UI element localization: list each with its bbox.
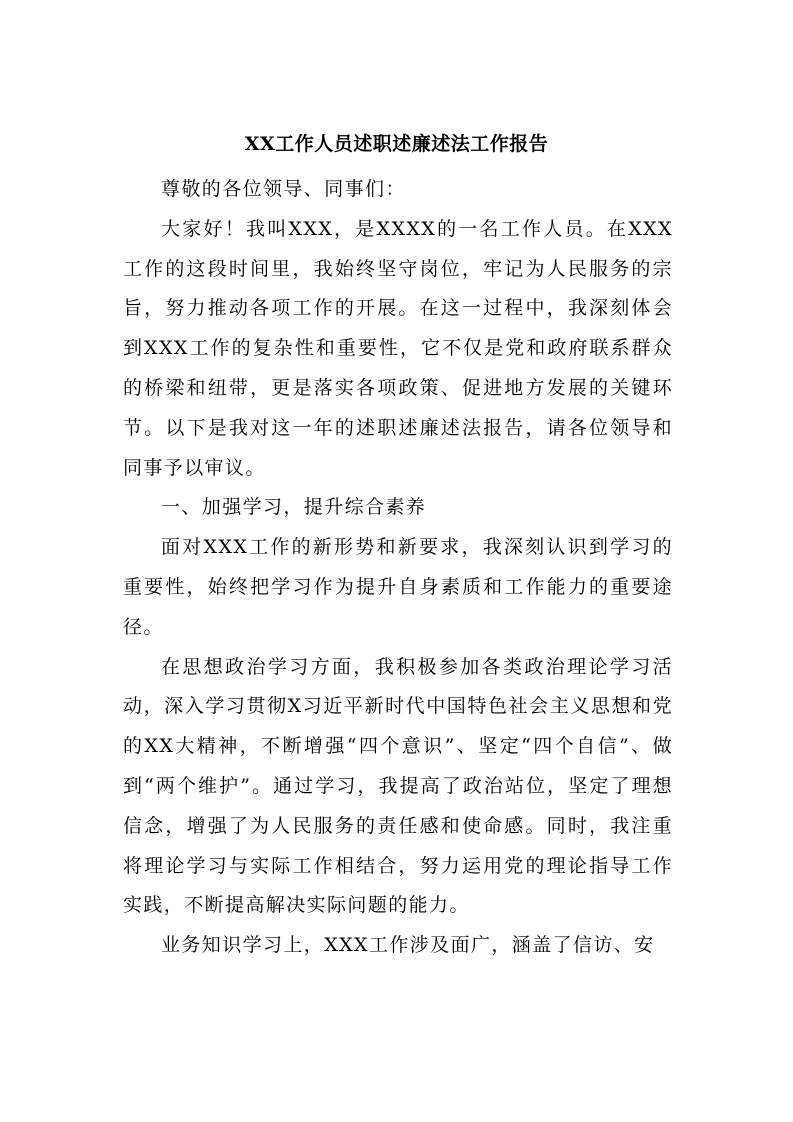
document-title: XX工作人员述职述廉述法工作报告 — [244, 133, 549, 155]
intro-paragraph: 大家好！我叫XXX，是XXXX的一名工作人员。在XXX工作的这段时间里，我始终坚守岗位，牢记为人民服务的宗旨，努力推动各项工作的开展。在这一过程中，我深刻体会到XXX工作的复杂性和重要性，它不仅是党和政府联系群众的桥梁和纽带，更是落实各项政策、促进地方发展的关键环节。以下是我对这一年的述职述廉述法报告，请各位领导和同事予以审议。 — [123, 217, 673, 479]
body-paragraph: 面对XXX工作的新形势和新要求，我深刻认识到学习的重要性，始终把学习作为提升自身素质和工作能力的重要途径。 — [123, 536, 673, 638]
body-paragraph: 在思想政治学习方面，我积极参加各类政治理论学习活动，深入学习贯彻X习近平新时代中国特色社会主义思想和党的XX大精神，不断增强“四个意识”、坚定“四个自信”、做到“两个维护”。通过学习，我提高了政治站位，坚定了理想信念，增强了为人民服务的责任感和使命感。同时，我注重将理论学习与实际工作相结合，努力运用党的理论指导工作实践，不断提高解决实际问题的能力。 — [123, 655, 673, 917]
section-heading-1: 一、加强学习，提升综合素养 — [161, 496, 427, 519]
body-paragraph: 业务知识学习上，XXX工作涉及面广，涵盖了信访、安 — [161, 934, 655, 957]
document-body — [123, 170, 673, 966]
salutation-paragraph: 尊敬的各位领导、同事们： — [161, 178, 406, 200]
